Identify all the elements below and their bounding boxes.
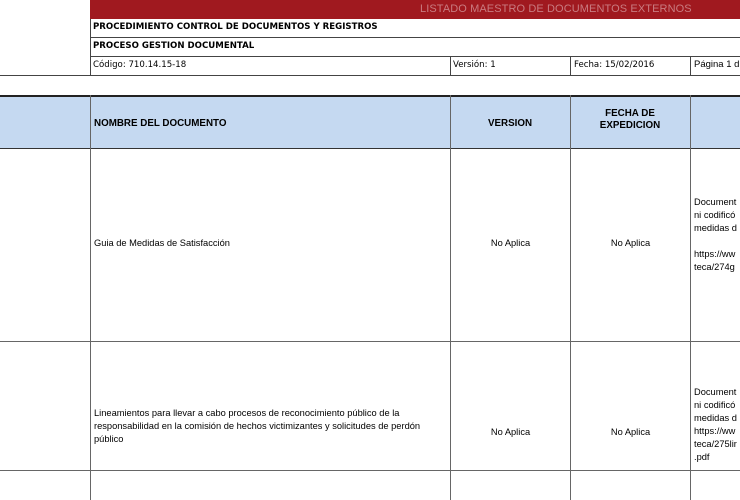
code-row-divider — [570, 57, 571, 76]
document-version: Versión: 1 — [453, 60, 496, 70]
document-code: Código: 710.14.15-18 — [93, 60, 187, 70]
column-header-issue-date-line2: EXPEDICION — [599, 120, 661, 131]
code-row-extension — [0, 75, 90, 76]
document-name: Guia de Medidas de Satisfacción — [94, 238, 230, 248]
notes-line: Document — [694, 197, 737, 207]
notes-line: .pdf — [694, 452, 710, 462]
column-header-version: VERSION — [487, 118, 533, 129]
notes-line: teca/274g — [694, 262, 735, 272]
document-version-cell: No Aplica — [490, 427, 531, 437]
header-banner — [90, 0, 740, 19]
code-row — [90, 57, 740, 76]
document-page: Página 1 d — [694, 59, 740, 70]
document-name-line: público — [94, 434, 124, 444]
notes-line: medidas d — [694, 223, 737, 233]
document-name — [94, 407, 448, 446]
notes-line: ni codificó — [694, 210, 736, 220]
code-row-divider — [690, 57, 691, 76]
table-row — [0, 150, 740, 341]
process-title: PROCESO GESTION DOCUMENTAL — [93, 41, 255, 51]
document-name-line: responsabilidad en la comisión de hechos victimizantes y solicitudes de perdón — [94, 421, 421, 431]
procedure-row — [90, 19, 740, 38]
notes-line: teca/275lir — [694, 439, 737, 449]
notes-line — [694, 235, 740, 248]
notes-line: ni codificó — [694, 400, 736, 410]
column-header-issue-date-line1: FECHA DE — [605, 108, 655, 119]
document-notes — [694, 386, 740, 464]
notes-line: https://ww — [694, 249, 736, 259]
notes-line: https://ww — [694, 426, 736, 436]
notes-line: Document — [694, 387, 737, 397]
banner-title: LISTADO MAESTRO DE DOCUMENTOS EXTERNOS — [420, 3, 692, 15]
row-separator — [0, 470, 740, 471]
column-header-name: NOMBRE DEL DOCUMENTO — [94, 118, 227, 129]
process-row — [90, 38, 740, 57]
document-notes — [694, 196, 740, 274]
document-issue-date-cell: No Aplica — [610, 427, 651, 437]
document-name-line: Lineamientos para llevar a cabo procesos de reconocimiento público de la — [94, 408, 400, 418]
procedure-title: PROCEDIMIENTO CONTROL DE DOCUMENTOS Y REGISTROS — [93, 22, 378, 32]
document-version-cell: No Aplica — [490, 238, 531, 248]
column-header-issue-date — [572, 108, 688, 132]
notes-line: medidas d — [694, 413, 737, 423]
document-issue-date-cell: No Aplica — [610, 238, 651, 248]
table-row — [0, 342, 740, 470]
table-header — [0, 95, 740, 149]
document-date: Fecha: 15/02/2016 — [574, 60, 655, 70]
code-row-divider — [450, 57, 451, 76]
